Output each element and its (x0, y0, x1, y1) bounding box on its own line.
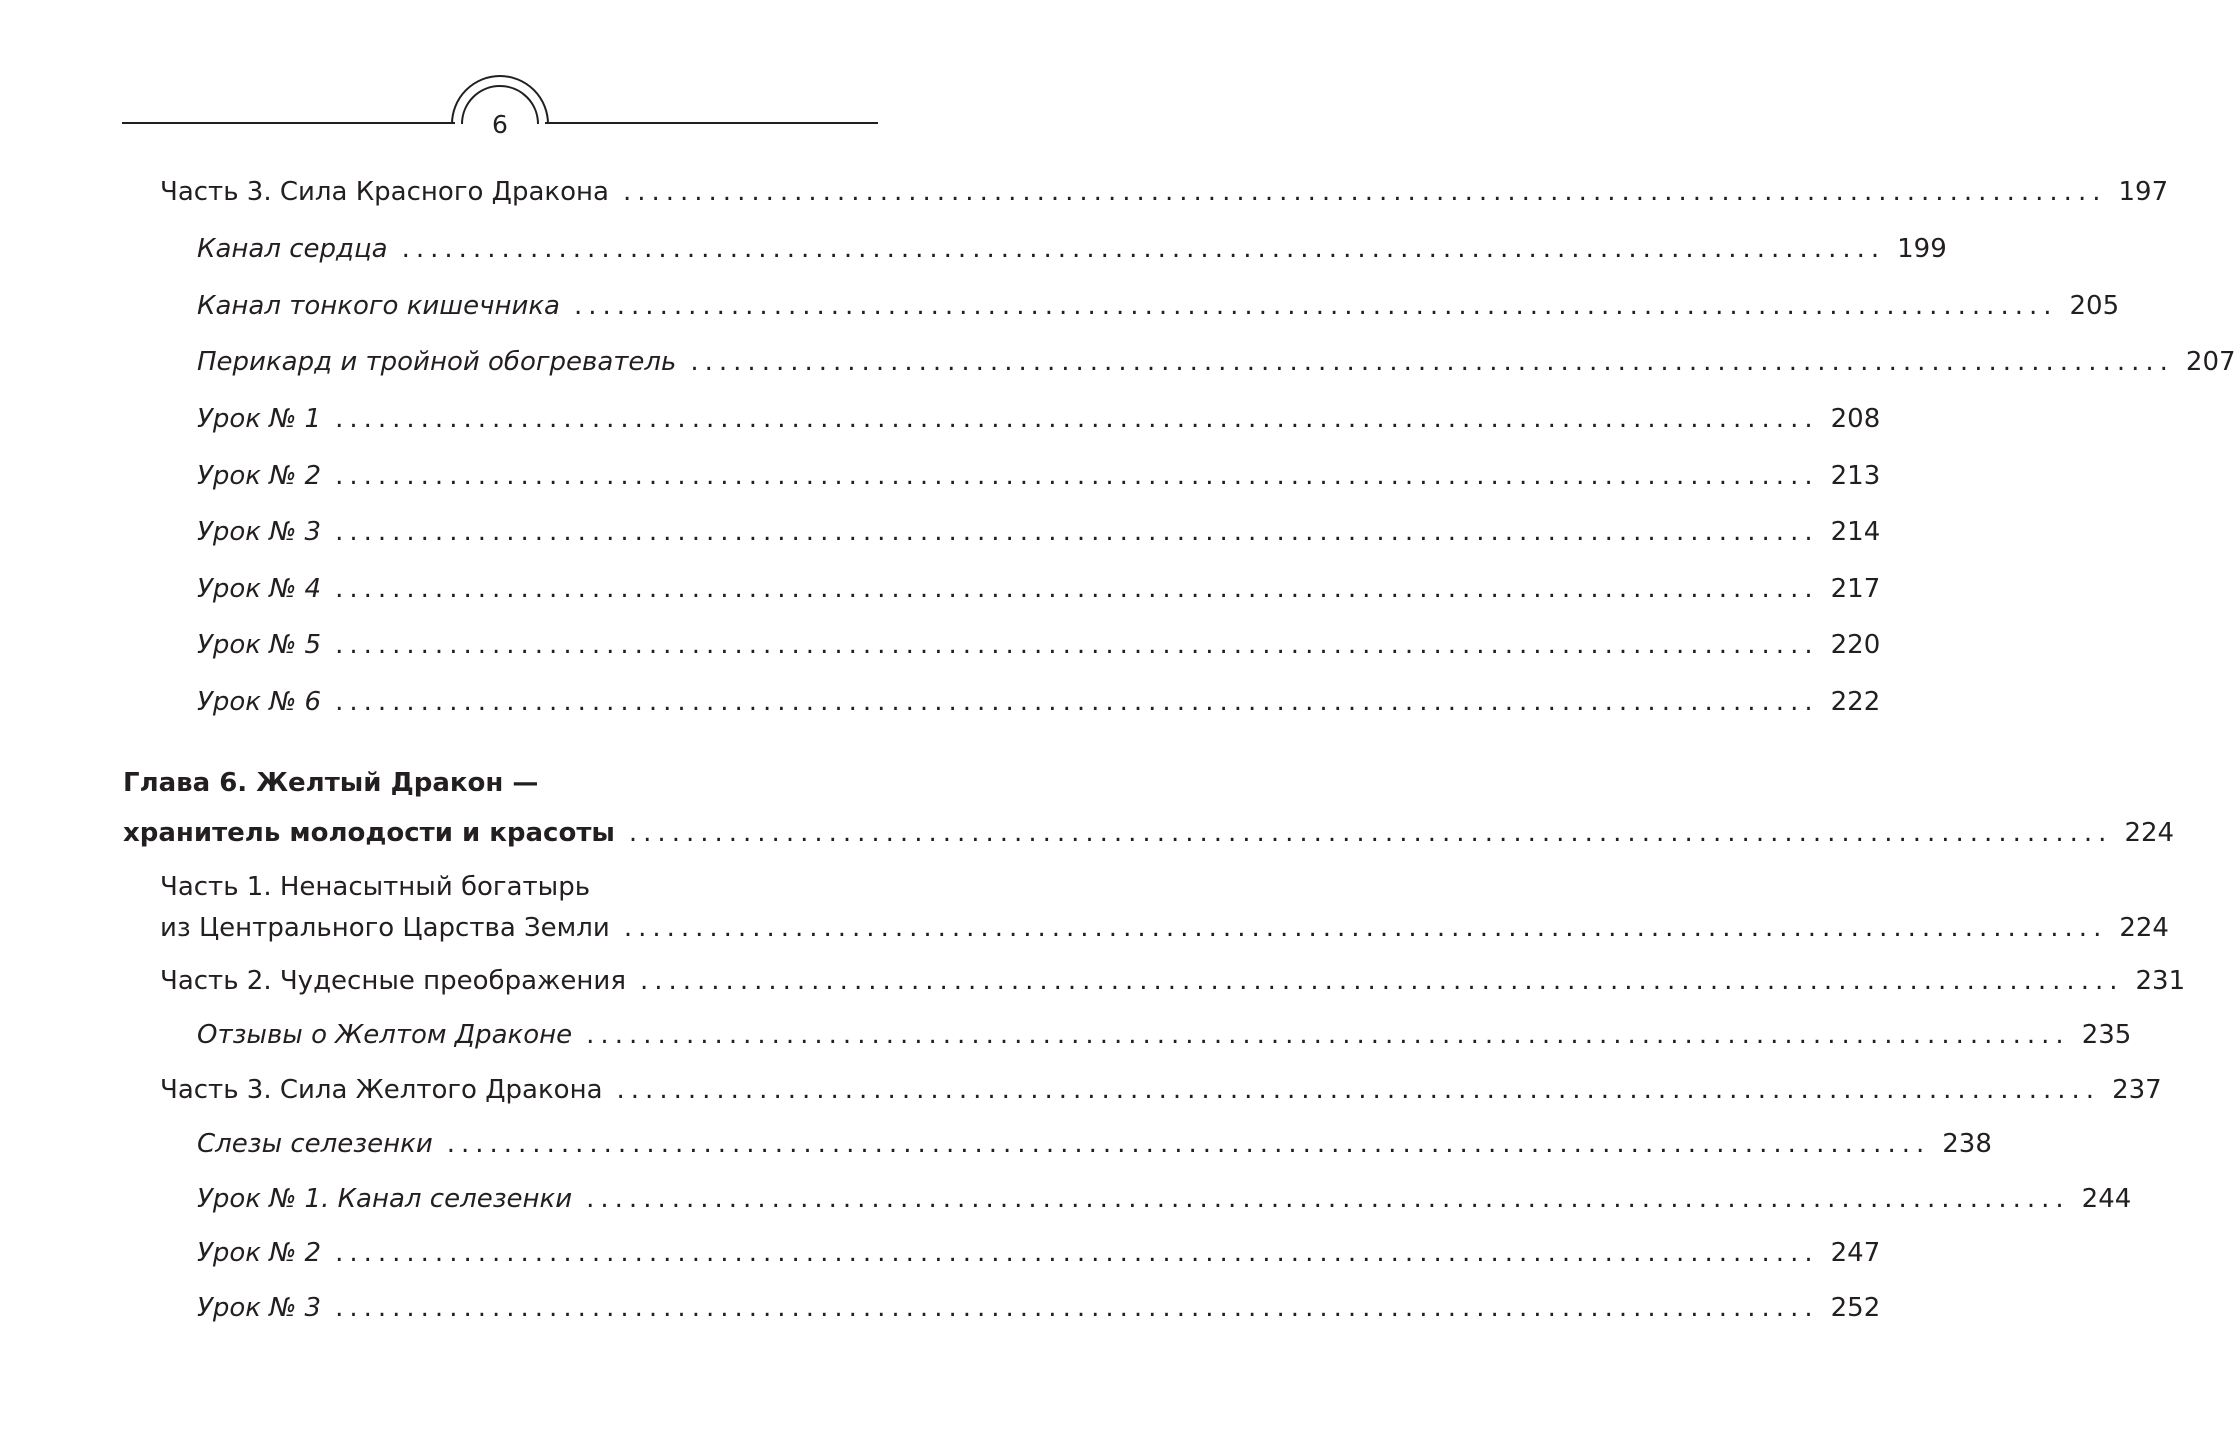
page-number: 6 (492, 110, 508, 139)
toc-entry-title: Канал сердца (197, 234, 388, 264)
toc-entry-lesson-2 (0, 459, 1881, 493)
dot-leader: ........................................................................................................ (573, 291, 2058, 321)
toc-entry-title: Урок № 1 (197, 404, 322, 434)
dot-leader: ........................................................................................................ (690, 347, 2174, 377)
dot-leader: ........................................................................................................ (335, 1238, 1819, 1268)
dot-leader: ........................................................................................................ (622, 177, 2107, 207)
header-rule-left (122, 122, 455, 124)
toc-entry-small-intestine-channel (0, 289, 2120, 323)
toc-entry-page: 235 (2081, 1020, 2132, 1050)
toc-entry-lesson-1 (0, 402, 1881, 436)
dot-leader: ........................................................................................................ (639, 966, 2124, 996)
toc-entry-lesson-6 (0, 685, 1881, 719)
dot-leader: ........................................................................................................ (335, 517, 1819, 547)
dot-leader: ........................................................................................................ (335, 687, 1819, 717)
toc-entry-lesson-4 (0, 572, 1881, 606)
toc-entry-spleen-tears (0, 1127, 1992, 1161)
toc-entry-page: 217 (1830, 574, 1881, 604)
toc-entry-page: 205 (2069, 291, 2120, 321)
dot-leader: ........................................................................................................ (628, 818, 2113, 848)
toc-entry-title: Часть 3. Сила Красного Дракона (160, 177, 609, 207)
toc-entry-lesson-2b (0, 1236, 1881, 1270)
toc-chapter-6-title-line-2 (0, 816, 2175, 850)
dot-leader: ........................................................................................................ (335, 1293, 1819, 1323)
dot-leader: ........................................................................................................ (446, 1129, 1931, 1159)
toc-entry-title: Канал тонкого кишечника (197, 291, 560, 321)
toc-entry-page: 231 (2135, 966, 2186, 996)
toc-entry-pericardium (0, 345, 2236, 379)
toc-entry-page: 214 (1830, 517, 1881, 547)
toc-entry-title: Перикард и тройной обогреватель (197, 347, 677, 377)
dot-leader: ........................................................................................................ (623, 913, 2108, 943)
toc-entry-page: 224 (2124, 818, 2175, 848)
toc-entry-lesson-5 (0, 628, 1881, 662)
toc-entry-part1-line-2 (0, 911, 2169, 945)
toc-entry-title: Урок № 1. Канал селезенки (197, 1184, 573, 1214)
toc-entry-page: 213 (1830, 461, 1881, 491)
toc-entry-page: 197 (2118, 177, 2169, 207)
toc-entry-page: 220 (1830, 630, 1881, 660)
toc-entry-title: хранитель молодости и красоты (123, 818, 615, 848)
toc-entry-title: Урок № 3 (197, 1293, 322, 1323)
dot-leader: ........................................................................................................ (586, 1184, 2070, 1214)
toc-entry-title: Урок № 5 (197, 630, 322, 660)
toc-entry-page: 199 (1897, 234, 1947, 264)
toc-entry-title: Урок № 2 (197, 461, 322, 491)
dot-leader: ........................................................................................................ (335, 404, 1819, 434)
toc-entry-page: 208 (1830, 404, 1881, 434)
toc-entry-title: Урок № 6 (197, 687, 322, 717)
toc-entry-lesson-3 (0, 515, 1881, 549)
toc-entry-heart-channel (0, 232, 1947, 266)
toc-chapter-6-title-line-1 (0, 766, 877, 800)
toc-entry-title: Глава 6. Желтый Дракон — (123, 768, 539, 798)
toc-entry-lesson-1-spleen (0, 1182, 2132, 1216)
toc-entry-page: 238 (1942, 1129, 1992, 1159)
dot-leader: ........................................................................................................ (401, 234, 1886, 264)
toc-entry-part2 (0, 964, 2186, 998)
toc-entry-title: Урок № 3 (197, 517, 322, 547)
toc-entry-lesson-3b (0, 1291, 1881, 1325)
toc-entry-page: 237 (2112, 1075, 2162, 1105)
header-rule-right (545, 122, 878, 124)
dot-leader: ........................................................................................................ (335, 574, 1819, 604)
toc-entry-part3-yellow-dragon (0, 1073, 2162, 1107)
toc-entry-page: 247 (1830, 1238, 1881, 1268)
toc-entry-page: 222 (1830, 687, 1881, 717)
toc-entry-reviews (0, 1018, 2132, 1052)
toc-entry-part1-line-1 (0, 870, 877, 904)
toc-entry-page: 244 (2081, 1184, 2132, 1214)
toc-entry-title: Урок № 2 (197, 1238, 322, 1268)
toc-entry-title: Урок № 4 (197, 574, 322, 604)
toc-entry-title: Часть 2. Чудесные преображения (160, 966, 626, 996)
toc-entry-part3-red-dragon (0, 175, 2169, 209)
dot-leader: ........................................................................................................ (335, 461, 1819, 491)
toc-entry-page: 224 (2119, 913, 2169, 943)
toc-entry-page: 252 (1830, 1293, 1881, 1323)
toc-entry-title: Отзывы о Желтом Драконе (197, 1020, 573, 1050)
toc-entry-page: 207 (2185, 347, 2236, 377)
dot-leader: ........................................................................................................ (616, 1075, 2101, 1105)
toc-entry-title: из Центрального Царства Земли (160, 913, 610, 943)
toc-entry-title: Часть 3. Сила Желтого Дракона (160, 1075, 603, 1105)
dot-leader: ........................................................................................................ (335, 630, 1819, 660)
toc-entry-title: Часть 1. Ненасытный богатырь (160, 872, 591, 902)
toc-entry-title: Слезы селезенки (197, 1129, 433, 1159)
dot-leader: ........................................................................................................ (586, 1020, 2070, 1050)
